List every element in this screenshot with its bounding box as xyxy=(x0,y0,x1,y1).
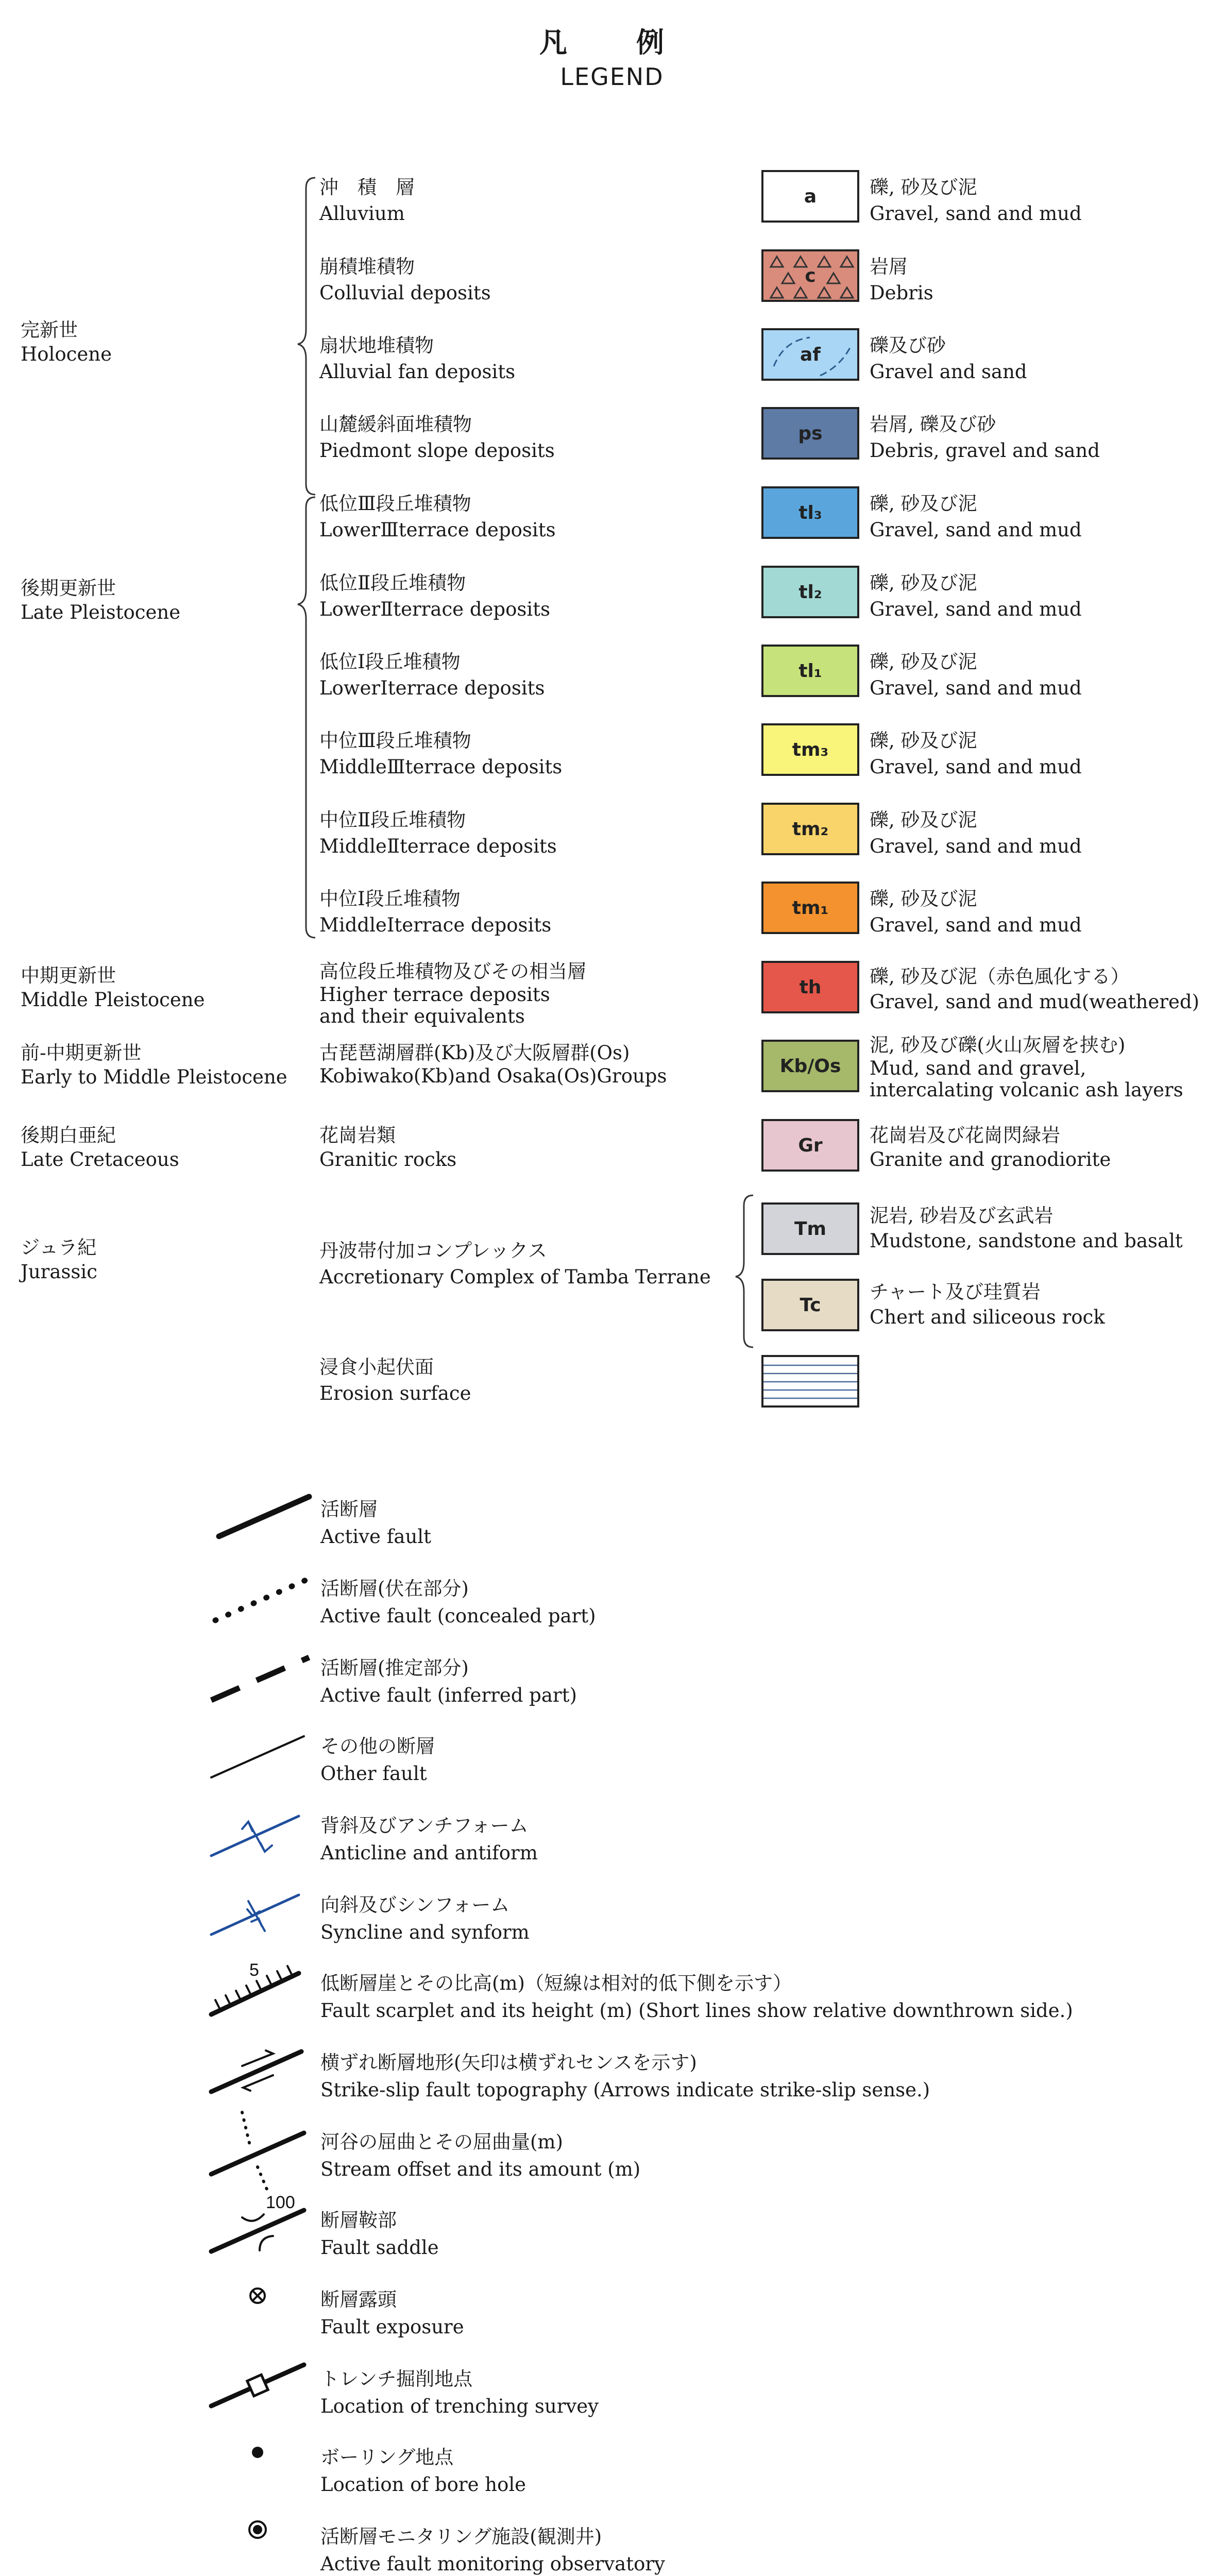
bore-hole-icon xyxy=(252,2447,263,2458)
unit-swatch-tl1 xyxy=(761,645,859,697)
unit-desc-jp: 礫, 砂及び泥（赤色風化する） xyxy=(870,965,1130,988)
unit-swatch-tm3 xyxy=(761,723,859,776)
unit-symbol: Gr xyxy=(798,1134,823,1156)
symbol-label-en: Location of bore hole xyxy=(320,2473,526,2496)
unit-name-en: Piedmont slope deposits xyxy=(319,439,555,462)
era-holocene-en: Holocene xyxy=(21,343,112,365)
era-jurassic-jp: ジュラ紀 xyxy=(21,1236,97,1259)
symbol-label-jp: 河谷の屈曲とその屈曲量(m) xyxy=(320,2131,563,2153)
unit-desc-en: Gravel, sand and mud(weathered) xyxy=(870,991,1200,1013)
trench-icon xyxy=(211,2365,304,2406)
era-middle-pleistocene-jp: 中期更新世 xyxy=(21,964,116,987)
unit-desc-jp: 礫, 砂及び泥 xyxy=(870,730,977,752)
unit-desc-en: Gravel, sand and mud xyxy=(870,756,1082,778)
symbol-label-en: Active fault xyxy=(320,1526,431,1548)
era-holocene-jp: 完新世 xyxy=(21,319,78,341)
era-early-middle-pleistocene-jp: 前-中期更新世 xyxy=(21,1042,142,1064)
unit-name-en: Erosion surface xyxy=(319,1382,471,1404)
unit-desc-en-line2: intercalating volcanic ash layers xyxy=(870,1079,1183,1101)
unit-name-jp: 高位段丘堆積物及びその相当層 xyxy=(319,960,586,982)
unit-symbol: tm₁ xyxy=(792,897,829,919)
unit-desc-jp: 礫, 砂及び泥 xyxy=(870,493,977,515)
inferred-fault-icon xyxy=(211,1657,309,1700)
symbol-label-en: Stream offset and its amount (m) xyxy=(320,2158,641,2180)
unit-symbol: af xyxy=(800,344,821,365)
unit-name-jp: 浸食小起伏面 xyxy=(319,1356,434,1378)
unit-name-en: Higher terrace deposits xyxy=(319,984,550,1006)
symbol-label-en: Fault saddle xyxy=(320,2236,439,2259)
symbol-label-jp: 断層露頭 xyxy=(320,2289,397,2311)
unit-symbol: Tm xyxy=(794,1218,827,1240)
unit-desc-jp: 岩屑, 礫及び砂 xyxy=(870,413,996,435)
unit-name-jp: 花崗岩類 xyxy=(319,1124,396,1146)
unit-name-jp: 崩積堆積物 xyxy=(319,256,415,278)
holocene-brace xyxy=(298,178,315,495)
syncline-icon xyxy=(211,1895,299,1935)
symbol-label-en: Active fault (inferred part) xyxy=(320,1684,577,1706)
symbol-label-jp: 活断層 xyxy=(320,1498,378,1520)
unit-swatch-gr xyxy=(761,1119,859,1172)
unit-desc-jp: チャート及び珪質岩 xyxy=(870,1281,1041,1303)
unit-name-jp: 低位Ⅲ段丘堆積物 xyxy=(319,493,471,515)
era-middle-pleistocene-en: Middle Pleistocene xyxy=(21,989,205,1011)
anticline-icon xyxy=(211,1816,299,1856)
unit-name-jp: 中位Ⅱ段丘堆積物 xyxy=(319,809,466,831)
era-late-cretaceous-en: Late Cretaceous xyxy=(21,1148,179,1171)
unit-swatch-tm xyxy=(761,1202,859,1255)
symbol-label-en: Anticline and antiform xyxy=(320,1842,538,1864)
unit-desc-jp: 礫及び砂 xyxy=(870,334,946,357)
era-early-middle-pleistocene-en: Early to Middle Pleistocene xyxy=(21,1066,287,1088)
unit-desc-jp: 礫, 砂及び泥 xyxy=(870,809,977,831)
unit-desc-jp: 礫, 砂及び泥 xyxy=(870,572,977,594)
unit-symbol: tm₃ xyxy=(792,739,829,760)
unit-desc-en: Gravel and sand xyxy=(870,361,1027,383)
symbol-label-en: Fault exposure xyxy=(320,2316,464,2338)
unit-desc-en: Gravel, sand and mud xyxy=(870,202,1082,225)
unit-desc-en: Gravel, sand and mud xyxy=(870,835,1082,857)
unit-swatch-erosion xyxy=(761,1355,859,1408)
unit-name-en: Kobiwako(Kb)and Osaka(Os)Groups xyxy=(319,1065,667,1087)
stream-offset-label: 100 xyxy=(266,2193,295,2212)
unit-symbol: a xyxy=(804,185,817,207)
symbol-label-jp: ボーリング地点 xyxy=(320,2446,454,2468)
unit-symbol: tl₁ xyxy=(798,660,822,682)
late-pleistocene-brace xyxy=(298,497,315,938)
unit-name-jp: 中位Ⅰ段丘堆積物 xyxy=(319,888,461,910)
era-jurassic-en: Jurassic xyxy=(21,1261,97,1283)
symbol-label-jp: 低断層崖とその比高(m)（短線は相対的低下側を示す） xyxy=(320,1972,792,1994)
symbol-label-en: Active fault monitoring observatory xyxy=(320,2553,665,2575)
symbol-label-en: Location of trenching survey xyxy=(320,2395,599,2417)
unit-swatch-ps xyxy=(761,407,859,460)
era-late-pleistocene-en: Late Pleistocene xyxy=(21,601,181,623)
active-fault-icon xyxy=(219,1497,309,1536)
symbol-label-jp: その他の断層 xyxy=(320,1735,435,1757)
unit-desc-jp: 岩屑 xyxy=(870,256,908,278)
unit-swatch-kbos xyxy=(761,1040,859,1092)
unit-swatch-tc xyxy=(761,1279,859,1331)
symbol-label-en: Active fault (concealed part) xyxy=(320,1605,596,1627)
symbol-label-jp: 背斜及びアンチフォーム xyxy=(320,1815,529,1837)
tamba-name-en: Accretionary Complex of Tamba Terrane xyxy=(319,1266,711,1288)
unit-desc-en: Gravel, sand and mud xyxy=(870,914,1082,936)
symbol-label-jp: 活断層(伏在部分) xyxy=(320,1578,469,1600)
unit-name-jp: 扇状地堆積物 xyxy=(319,334,434,357)
unit-desc-en: Gravel, sand and mud xyxy=(870,519,1082,541)
strike-slip-icon xyxy=(211,2050,301,2092)
unit-swatch-tl2 xyxy=(761,566,859,618)
symbol-label-en: Other fault xyxy=(320,1762,427,1785)
symbol-label-jp: 横ずれ断層地形(矢印は横ずれセンスを示す) xyxy=(320,2052,697,2074)
stream-offset-icon xyxy=(211,2112,304,2192)
symbol-label-en: Fault scarplet and its height (m) (Short lines show relative downthrown side.) xyxy=(320,1999,1073,2022)
unit-name-en: LowerⅠterrace deposits xyxy=(319,677,545,699)
unit-symbol: tl₃ xyxy=(798,502,822,523)
tamba-name-jp: 丹波帯付加コンプレックス xyxy=(319,1240,547,1262)
unit-symbol: tl₂ xyxy=(798,581,822,603)
unit-name-en: MiddleⅢterrace deposits xyxy=(319,756,563,778)
era-late-pleistocene-jp: 後期更新世 xyxy=(21,577,116,599)
unit-name-jp: 低位Ⅰ段丘堆積物 xyxy=(319,651,461,673)
era-late-cretaceous-jp: 後期白亜紀 xyxy=(21,1124,116,1146)
scarplet-height-label: 5 xyxy=(249,1960,259,1980)
unit-swatch-af xyxy=(761,328,859,381)
unit-desc-jp: 花崗岩及び花崗閃緑岩 xyxy=(870,1124,1060,1146)
symbol-label-jp: 向斜及びシンフォーム xyxy=(320,1894,510,1916)
unit-desc-en: Gravel, sand and mud xyxy=(870,677,1082,699)
unit-name-en: LowerⅡterrace deposits xyxy=(319,598,551,620)
unit-swatch-tl3 xyxy=(761,486,859,539)
symbol-label-en: Syncline and synform xyxy=(320,1921,530,1943)
symbol-label-jp: 断層鞍部 xyxy=(320,2209,397,2231)
unit-desc-jp: 礫, 砂及び泥 xyxy=(870,888,977,910)
symbol-label-en: Strike-slip fault topography (Arrows indicate strike-slip sense.) xyxy=(320,2079,930,2101)
other-fault-icon xyxy=(211,1736,304,1777)
unit-desc-en: Chert and siliceous rock xyxy=(870,1306,1105,1328)
unit-symbol: c xyxy=(805,265,816,286)
unit-name-en: MiddleⅠterrace deposits xyxy=(319,914,552,936)
unit-desc-en: Debris xyxy=(870,282,933,304)
unit-desc-en: Gravel, sand and mud xyxy=(870,598,1082,620)
unit-name-en: Granitic rocks xyxy=(319,1148,457,1171)
unit-desc-en: Mudstone, sandstone and basalt xyxy=(870,1230,1183,1252)
unit-name-en-line2: and their equivalents xyxy=(319,1005,525,1027)
unit-swatch-th xyxy=(761,961,859,1013)
unit-name-en: Colluvial deposits xyxy=(319,282,491,304)
unit-desc-en: Mud, sand and gravel, xyxy=(870,1057,1086,1079)
symbol-label-jp: 活断層モニタリング施設(観測井) xyxy=(320,2526,602,2548)
tamba-brace xyxy=(736,1195,753,1347)
concealed-fault-icon xyxy=(215,1579,308,1620)
unit-name-jp: 低位Ⅱ段丘堆積物 xyxy=(319,572,466,594)
unit-swatch-tm2 xyxy=(761,803,859,855)
fault-saddle-icon xyxy=(211,2210,304,2251)
unit-swatch-c xyxy=(761,249,859,302)
legend-title-en: LEGEND xyxy=(560,63,664,91)
erosion-surface-pattern-icon xyxy=(763,1357,857,1405)
unit-desc-en: Granite and granodiorite xyxy=(870,1148,1111,1171)
unit-desc-jp: 泥, 砂及び礫(火山灰層を挟む) xyxy=(870,1034,1126,1056)
unit-swatch-tm1 xyxy=(761,882,859,934)
unit-desc-jp: 泥岩, 砂岩及び玄武岩 xyxy=(870,1205,1053,1227)
unit-desc-jp: 礫, 砂及び泥 xyxy=(870,651,977,673)
unit-name-jp: 古琵琶湖層群(Kb)及び大阪層群(Os) xyxy=(319,1042,630,1064)
unit-symbol: ps xyxy=(798,422,823,444)
unit-name-jp: 中位Ⅲ段丘堆積物 xyxy=(319,730,471,752)
unit-desc-jp: 礫, 砂及び泥 xyxy=(870,176,977,198)
symbol-label-jp: トレンチ掘削地点 xyxy=(320,2368,473,2390)
fault-exposure-icon xyxy=(250,2289,265,2303)
unit-symbol: Kb/Os xyxy=(779,1055,841,1077)
unit-name-en: LowerⅢterrace deposits xyxy=(319,519,556,541)
symbol-label-jp: 活断層(推定部分) xyxy=(320,1657,469,1679)
unit-desc-en: Debris, gravel and sand xyxy=(870,439,1100,462)
legend-title-jp: 凡 例 xyxy=(539,26,685,59)
unit-swatch-a xyxy=(761,170,859,223)
unit-name-jp: 山麓緩斜面堆積物 xyxy=(319,413,472,435)
unit-symbol: tm₂ xyxy=(792,818,829,840)
unit-name-en: Alluvium xyxy=(319,202,405,225)
unit-symbol: Tc xyxy=(800,1294,821,1316)
unit-name-en: MiddleⅡterrace deposits xyxy=(319,835,557,857)
unit-name-jp: 沖 積 層 xyxy=(319,176,415,198)
unit-symbol: th xyxy=(799,976,822,998)
monitoring-icon xyxy=(249,2521,266,2538)
unit-name-en: Alluvial fan deposits xyxy=(319,361,516,383)
